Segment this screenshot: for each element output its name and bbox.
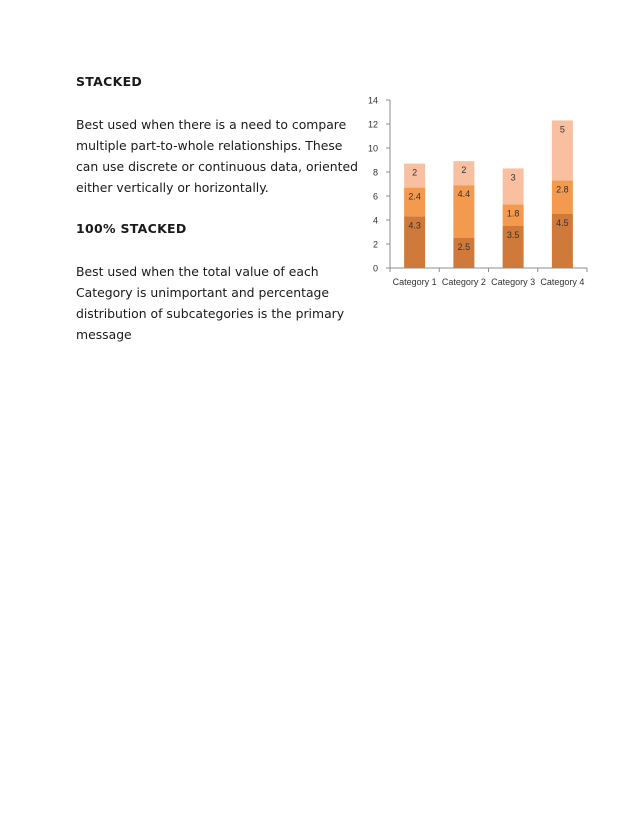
section-heading-100-stacked: 100% STACKED (76, 221, 187, 236)
section-body-100-stacked: Best used when the total value of each Category is unimportant and percentage distribution of subcategories is the primary message (76, 264, 345, 342)
section-heading-stacked: STACKED (76, 74, 143, 89)
y-tick-label: 10 (367, 143, 378, 154)
x-tick-label: Category 4 (540, 277, 585, 287)
data-label: 2.5 (457, 242, 471, 252)
y-tick-label: 2 (372, 239, 378, 250)
y-tick-label: 8 (372, 167, 378, 178)
data-label: 3 (510, 172, 516, 183)
x-tick-label: Category 3 (491, 277, 536, 287)
y-tick-label: 14 (367, 95, 378, 106)
data-label: 5 (559, 124, 565, 135)
y-tick-label: 4 (372, 215, 378, 226)
data-label: 4.4 (457, 189, 471, 200)
data-label: 2.4 (408, 191, 421, 202)
y-tick-label: 6 (372, 191, 378, 202)
data-label: 1.8 (506, 208, 520, 219)
stacked-bar-chart (355, 88, 595, 298)
y-tick-label: 12 (367, 119, 378, 130)
data-label: 4.5 (556, 218, 569, 228)
y-tick-label: 0 (372, 263, 378, 274)
data-label: 2 (412, 167, 418, 178)
section-body-stacked: Best used when there is a need to compare multiple part-to-whole relationships. These can use discrete or continuous data, oriented either vertically or horizontally. (76, 117, 358, 195)
data-label: 2 (461, 165, 467, 176)
x-tick-label: Category 1 (392, 277, 437, 287)
data-label: 3.5 (506, 230, 520, 240)
x-tick-label: Category 2 (441, 277, 486, 287)
data-label: 2.8 (556, 184, 569, 195)
data-label: 4.3 (408, 220, 421, 231)
